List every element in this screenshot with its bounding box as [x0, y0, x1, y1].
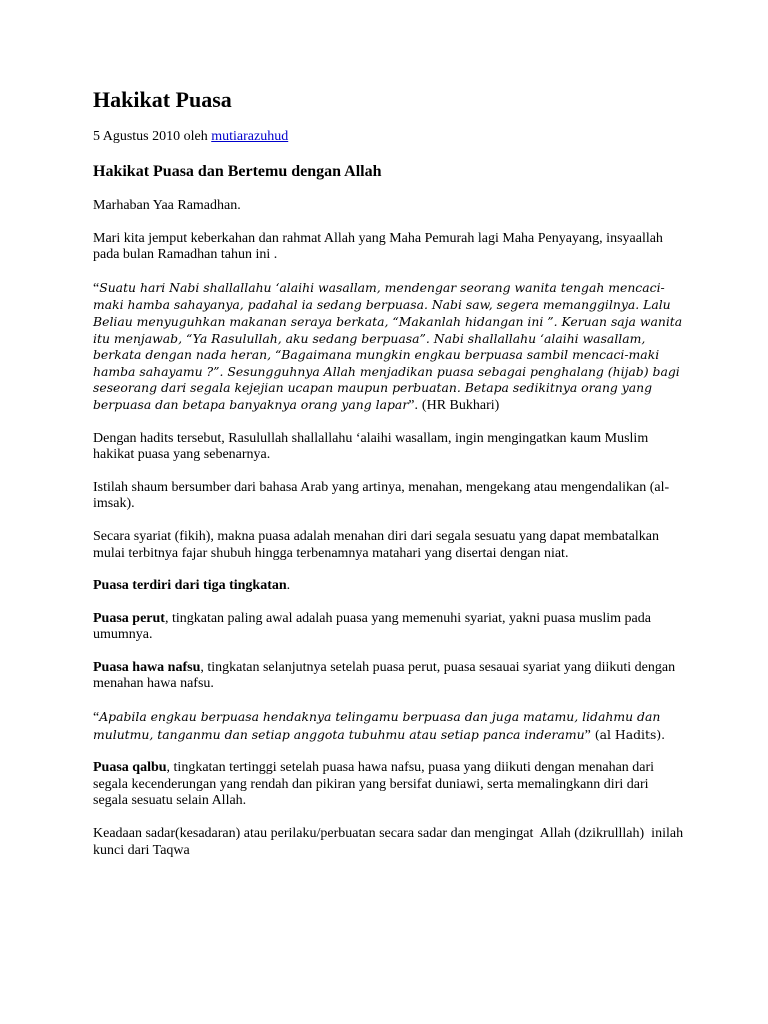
- level-perut-text: , tingkatan paling awal adalah puasa yang memenuhi syariat, yakni puasa muslim pada umumnya.: [93, 610, 651, 643]
- levels-heading: [93, 578, 685, 595]
- greeting-paragraph: Marhaban Yaa Ramadhan.: [93, 198, 241, 213]
- author-link[interactable]: mutiarazuhud: [211, 129, 289, 144]
- closing-paragraph: Keadaan sadar(kesadaran) atau perilaku/perbuatan secara sadar dan mengingat Allah (dzikrulllah) inilah kunci dari Taqwa: [93, 826, 687, 858]
- intro-paragraph: Mari kita jemput keberkahan dan rahmat Allah yang Maha Pemurah lagi Maha Penyayang, insyaallah pada bulan Ramadhan tahun ini .: [93, 230, 663, 263]
- quote2-close-quote: ”: [584, 727, 591, 743]
- istilah-paragraph: Istilah shaum bersumber dari bahasa Arab yang artinya, menahan, mengekang atau mengendalikan (al-imsak).: [93, 479, 670, 512]
- hadith-source: (HR Bukhari): [421, 397, 500, 413]
- quote2-source: (al Hadits).: [594, 726, 666, 742]
- quote2-text: Apabila engkau berpuasa hendaknya telingamu berpuasa dan juga matamu, lidahmu dan mulutmu, tanganmu dan setiap anggota tubuhmu atau setiap panca inderamu: [93, 709, 661, 742]
- hadith-close-quote: ”.: [408, 397, 418, 413]
- syariat-paragraph: Secara syariat (fikih), makna puasa adalah menahan diri dari segala sesuatu yang dapat membatalkan mulai terbitnya fajar shubuh hingga terbenamnya matahari yang disertai dengan niat.: [93, 528, 659, 561]
- by-label: oleh: [183, 129, 208, 144]
- hadith-open-quote: “: [93, 280, 100, 296]
- hadith-quote: [93, 280, 685, 415]
- post-date: 5 Agustus 2010: [93, 129, 181, 144]
- quote2-open-quote: “: [93, 710, 100, 726]
- level-nafsu-name: Puasa hawa nafsu: [93, 659, 201, 675]
- article-title: Hakikat Puasa: [93, 87, 232, 112]
- levels-heading-period: .: [286, 578, 291, 594]
- levels-heading-text: Puasa terdiri dari tiga tingkatan: [93, 578, 287, 594]
- hadits-paragraph: Dengan hadits tersebut, Rasulullah shallallahu ‘alaihi wasallam, ingin mengingatkan kaum Muslim hakikat puasa yang sebenarnya.: [93, 430, 649, 463]
- level-nafsu-paragraph: [93, 660, 685, 693]
- article-meta: [93, 128, 685, 146]
- level-nafsu-text: , tingkatan selanjutnya setelah puasa perut, puasa sesauai syariat yang diikuti dengan menahan hawa nafsu.: [93, 659, 676, 692]
- hadith-text: Suatu hari Nabi shallallahu ‘alaihi wasallam, mendengar seorang wanita tengah mencaci-maki hamba sahayanya, padahal ia sedang berpuasa. Nabi saw, segera memanggilnya. Lalu Beliau menyuguhkan makanan seraya berkata, “Makanlah hidangan ini ”. Keruan saja wanita itu menjawab, “Ya Rasulullah, aku sedang berpuasa”. Nabi shallallahu ‘alaihi wasallam, berkata dengan nada heran, “Bagaimana mungkin engkau berpuasa sambil mencaci-maki hamba sahayamu ?”. Sesungguhnya Allah menjadikan puasa sebagai penghalang (hijab) bagi seseorang dari segala kejejian ucapan maupun perbuatan. Betapa sedikitnya orang yang berpuasa dan betapa banyaknya orang yang lapar: [93, 279, 683, 412]
- article-subtitle: Hakikat Puasa dan Bertemu dengan Allah: [93, 163, 382, 180]
- level-perut-name: Puasa perut: [93, 610, 165, 626]
- level-perut-paragraph: [93, 611, 685, 644]
- level-qalbu-text: , tingkatan tertinggi setelah puasa hawa nafsu, puasa yang diikuti dengan menahan dari segala kecenderungan yang rendah dan pikiran yang bersifat duniawi, serta memalingkann diri dari segala sesuatu selain Allah.: [93, 760, 655, 809]
- level-qalbu-paragraph: [93, 760, 685, 810]
- hadits-quote-2: [93, 709, 685, 744]
- level-qalbu-name: Puasa qalbu: [93, 760, 167, 776]
- article: [93, 86, 685, 875]
